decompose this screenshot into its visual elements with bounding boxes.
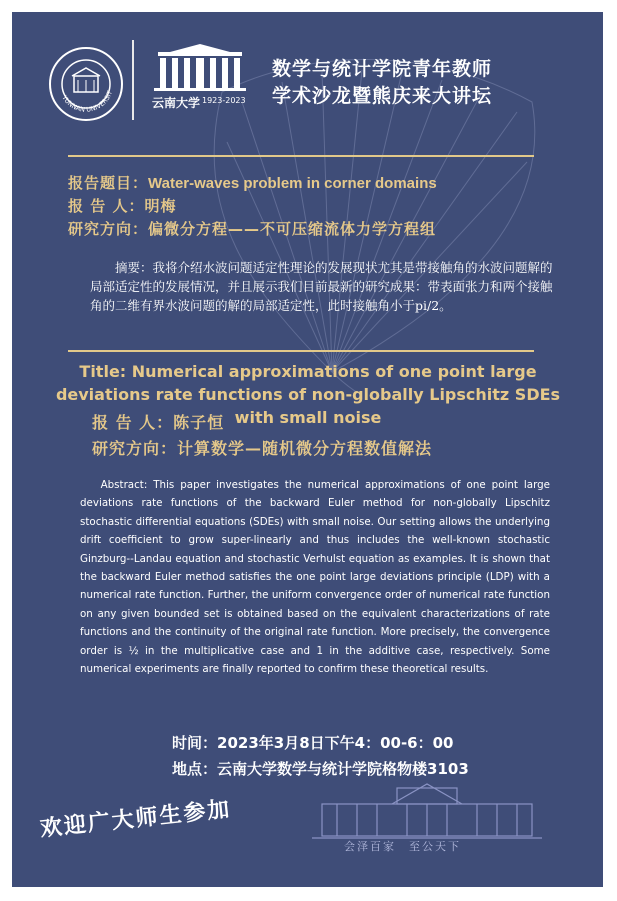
- poster-title: [272, 56, 592, 110]
- talk1-topic-row: [68, 172, 437, 193]
- event-place-row: [172, 758, 469, 779]
- talk1-field-label: 研究方向：: [68, 220, 149, 238]
- event-place-label: 地点：: [172, 760, 218, 778]
- talk2-abstract: Abstract: This paper investigates the numerical approximations of one point large deviations rate functions of the backward Euler method for non-globally Lipschitz stochastic differential equations (SDEs) with small noise. Our setting allows the underlying drift coefficient to grow super-linearly and thus includes the well-known stochastic Ginzburg--Landau equation and stochastic Verhulst equation as examples. It is shown that the backward Euler method satisfies the one point large deviations principle (LDP) with a numerical rate function. Further, the uniform convergence order of numerical rate function on any given bounded set is obtained based on the equivalent characterizations of rate functions and the continuity of the original rate function. More precisely, the convergence order is ½ in the multiplicative case and 1 in the additive case, respectively. Some numerical experiments are finally reported to confirm these theoretical results.: [80, 479, 550, 676]
- talk1-topic: Water-waves problem in corner domains: [148, 175, 437, 192]
- logo-school-name: 云南大学: [152, 96, 201, 110]
- talk2-field-label: 研究方向：: [92, 439, 178, 458]
- building-illustration: [312, 782, 542, 842]
- talk1-abstract: 摘要：我将介绍水波问题适定性理论的发展现状尤其是带接触角的水波问题解的局部适定性的发展情况，并且展示我们目前最新的研究成果：带表面张力和两个接触角的二维有界水波问题的解的局部适定性，此时接触角小于pi/2。: [90, 260, 553, 313]
- talk1-field-row: [68, 218, 436, 239]
- talk2-title: Title: Numerical approximations of one point large deviations rate functions of non-globally Lipschitz SDEs with small noise: [55, 362, 561, 427]
- divider-middle: [68, 350, 534, 352]
- logo-years: 1923-2023: [202, 96, 246, 105]
- university-seal-logo: [48, 46, 124, 122]
- talk1-speaker-row: [68, 195, 176, 216]
- divider-top: [68, 155, 534, 157]
- event-time: 2023年3月8日下午4：00-6：00: [217, 734, 454, 752]
- talk2-speaker-row: [92, 410, 224, 433]
- building-caption: 会泽百家 至公天下: [344, 840, 461, 853]
- svg-text:YUNNAN UNIVERSITY: YUNNAN UNIVERSIT: [60, 89, 115, 114]
- event-time-label: 时间：: [172, 734, 218, 752]
- event-time-row: [172, 732, 454, 753]
- talk2-speaker: 陈子恒: [173, 413, 225, 432]
- poster-title-line1: 数学与统计学院青年教师: [272, 58, 493, 80]
- talk2-speaker-label: 报 告 人：: [92, 413, 174, 432]
- gate-centennial-logo: [150, 42, 250, 92]
- talk1-speaker-label: 报 告 人：: [68, 197, 145, 215]
- event-place: 云南大学数学与统计学院格物楼3103: [217, 760, 469, 778]
- welcome-text: 欢迎广大师生参加: [38, 796, 233, 842]
- talk2-field-row: [92, 436, 432, 459]
- talk1-field: 偏微分方程——不可压缩流体力学方程组: [148, 220, 437, 238]
- talk1-topic-label: 报告题目：: [68, 174, 149, 192]
- poster-title-line2: 学术沙龙暨熊庆来大讲坛: [272, 85, 493, 107]
- logo-divider: [132, 40, 134, 120]
- talk1-speaker: 明梅: [144, 197, 177, 215]
- talk2-field: 计算数学—随机微分方程数值解法: [177, 439, 433, 458]
- poster: [12, 12, 603, 887]
